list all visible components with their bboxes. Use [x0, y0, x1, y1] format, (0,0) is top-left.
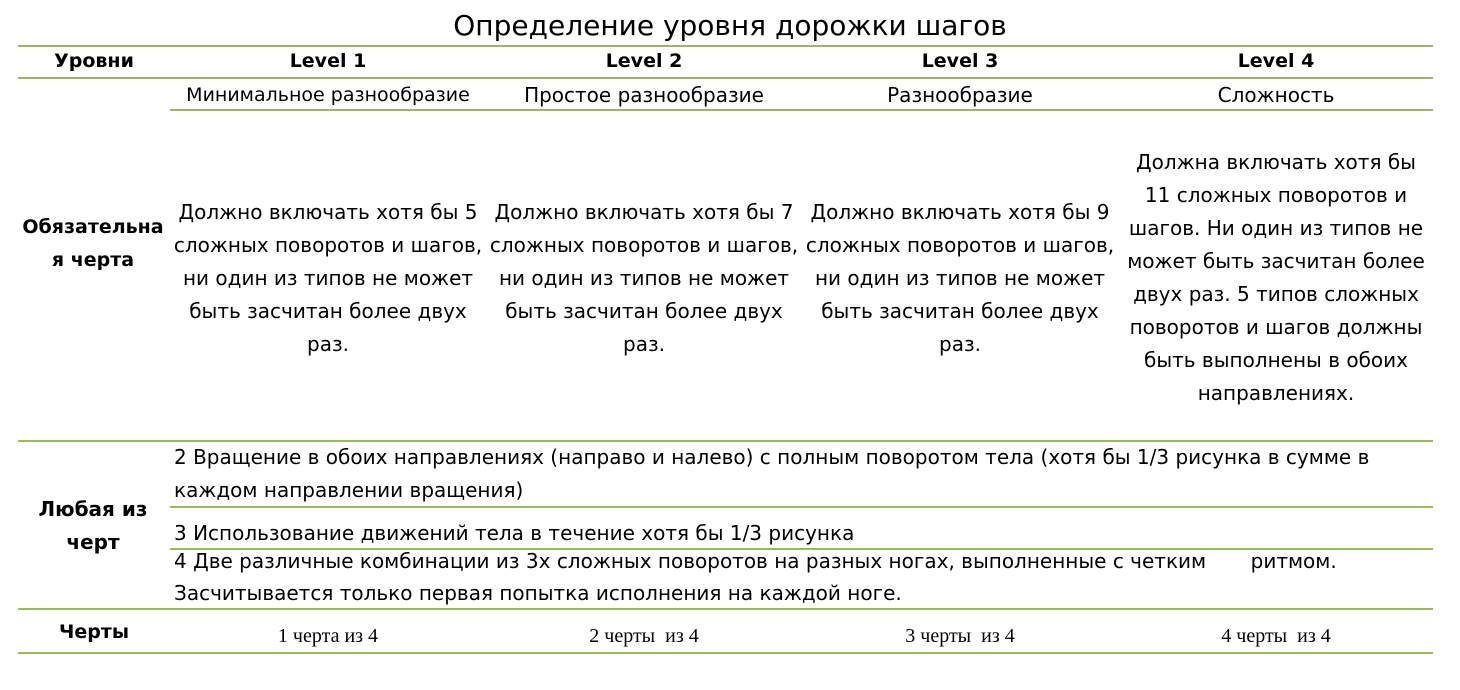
level-3-mandatory: Должно включать хотя бы 9 сложных поворотов и шагов, ни один из типов не может быть засчитан более двух раз. — [805, 200, 1115, 356]
level-1-header: Level 1 — [289, 50, 367, 72]
option-item-3: 4 Две различные комбинации из 3х сложных поворотов на разных ногах, выполненные с четким ритмом. Засчитывается только первая попытка исполнения на каждой ноге. — [174, 549, 1344, 605]
option-item-1: 2 Вращение в обоих направлениях (направо и налево) с полным поворотом тела (хотя бы 1/3 рисунка в сумме в каждом направлении вращения) — [174, 445, 1370, 502]
level-3-header: Level 3 — [921, 50, 999, 72]
level-2-subheader: Простое разнообразие — [524, 83, 764, 107]
levels-header: Уровни — [54, 50, 134, 72]
features-label: Черты — [58, 621, 130, 643]
table-top-rule — [18, 45, 1433, 47]
table-bottom-rule — [18, 652, 1433, 654]
page-title: Определение уровня дорожки шагов — [453, 9, 1007, 42]
level-2-features: 2 черты из 4 — [589, 625, 699, 647]
subheader-rule — [170, 109, 1433, 111]
option-item-2: 3 Использование движений тела в течение хотя бы 1/3 рисунка — [174, 521, 855, 545]
level-1-mandatory: Должно включать хотя бы 5 сложных поворотов и шагов, ни один из типов не может быть засчитан более двух раз. — [173, 200, 483, 356]
level-4-mandatory: Должна включать хотя бы 11 сложных поворотов и шагов. Ни один из типов не может быть засчитан более двух раз. 5 типов сложных поворотов и шагов должны быть выполнены в обоих направлениях. — [1127, 150, 1425, 405]
level-3-features: 3 черты из 4 — [905, 625, 1015, 647]
level-2-mandatory: Должно включать хотя бы 7 сложных поворотов и шагов, ни один из типов не может быть засчитан более двух раз. — [489, 200, 799, 356]
any-feature-label: Любая из черт — [38, 497, 148, 554]
mandatory-label: Обязательна я черта — [22, 216, 164, 271]
header-rule — [18, 77, 1433, 79]
level-1-subheader: Минимальное разнообразие — [186, 84, 470, 106]
level-4-features: 4 черты из 4 — [1221, 625, 1331, 647]
level-4-header: Level 4 — [1237, 50, 1315, 72]
level-1-features: 1 черта из 4 — [277, 625, 379, 647]
level-2-header: Level 2 — [605, 50, 683, 72]
level-3-subheader: Разнообразие — [887, 83, 1033, 107]
level-4-subheader: Сложность — [1217, 83, 1335, 107]
